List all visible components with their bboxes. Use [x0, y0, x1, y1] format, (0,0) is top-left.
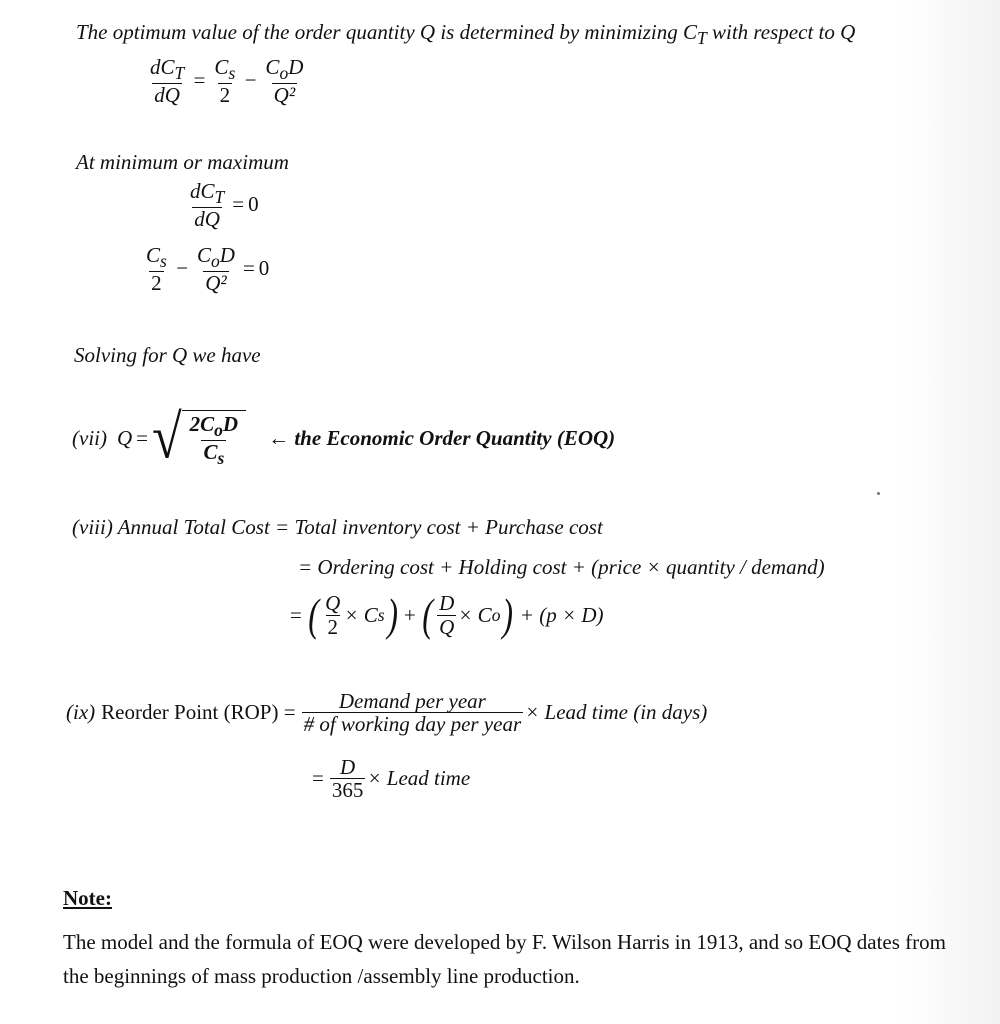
speck	[877, 492, 880, 495]
intro-text	[76, 20, 855, 49]
eoq-tag: (vii)	[72, 426, 107, 451]
note-body: The model and the formula of EOQ were developed by F. Wilson Harris in 1913, and so EOQ dates from the beginnings of mass production /assembly line production.	[63, 930, 946, 988]
fraction-cod-q2: $\frac{C_oD}{\text{Q²}}$	[265, 55, 304, 107]
intro-main: The optimum value of the order quantity Q is determined by minimizing C	[76, 20, 697, 44]
fraction-dct-dq: $\frac{dC_T}{dQ}$	[150, 55, 185, 107]
fraction-cs-2: $\frac{C_s}{2}$	[214, 55, 236, 107]
atc-line-1: (viii) Annual Total Cost = Total inventory cost + Purchase cost	[72, 515, 603, 539]
rop-equation-2: = $\frac{D}{365}$ × Lead time	[312, 755, 471, 803]
eoq-label: ← the Economic Order Quantity (EOQ)	[268, 426, 616, 451]
atc-line-3: = ( $\frac{Q}{2}$ × C s ) + ( $\frac{D}{Q}$ × C o ) + (p × D)	[290, 589, 604, 640]
derivative-equation: $\frac{dC_T}{dQ}$ = $\frac{C_s}{2}$ − $\frac{C_oD}{\text{Q²}}$	[150, 55, 304, 107]
balance-equation: $\frac{C_s}{2}$ − $\frac{C_oD}{\text{Q²}}$ = 0	[146, 243, 270, 295]
min-heading: At minimum or maximum	[76, 150, 289, 174]
note-title: Note:	[63, 886, 112, 910]
derivative-zero-equation: $\frac{dC_T}{dQ}$ = 0	[190, 179, 259, 231]
intro-end: with respect to Q	[706, 20, 856, 44]
solving-text: Solving for Q we have	[74, 343, 261, 367]
intro-subscript: T	[697, 28, 707, 49]
square-root: √ $\frac{2C_oD}{C_s}$	[152, 410, 246, 467]
atc-line-2: = Ordering cost + Holding cost + (price × quantity / demand)	[298, 555, 825, 579]
rop-equation: (ix) Reorder Point (ROP) = $\frac{\text{Demand per year}}{\text{\# of working day per year}}$ × Lead time (in days)	[66, 689, 708, 737]
eoq-equation: (vii) Q = √ $\frac{2C_oD}{C_s}$ ← the Economic Order Quantity (EOQ)	[72, 402, 616, 472]
radical-sign: √	[152, 402, 182, 472]
